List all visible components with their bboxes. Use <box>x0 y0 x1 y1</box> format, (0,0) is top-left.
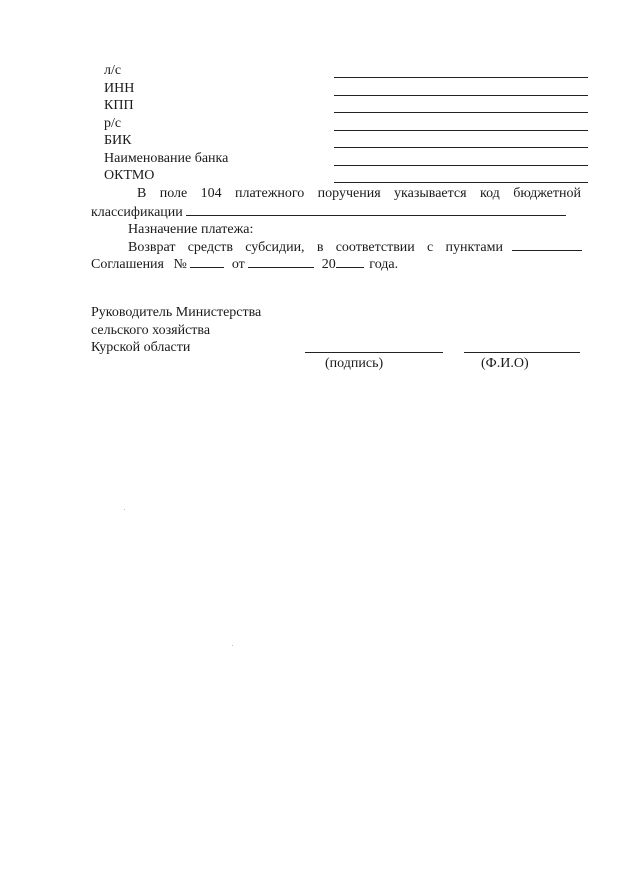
date-blank <box>248 255 314 268</box>
field-bik <box>104 132 588 150</box>
scan-speck <box>232 645 233 646</box>
field-bik-line <box>334 147 588 148</box>
points-blank <box>512 238 582 251</box>
field104-line1: В поле 104 платежного поручения указывается код бюджетной <box>137 186 581 201</box>
kbk-blank <box>186 203 566 216</box>
field-oktmo-label: ОКТМО <box>104 168 155 183</box>
field-inn <box>104 80 588 98</box>
field-rs-line <box>334 130 588 131</box>
signatory-line2: сельского хозяйства <box>91 323 211 338</box>
field-kpp-line <box>334 112 588 113</box>
scan-speck <box>124 509 125 510</box>
field-oktmo <box>104 167 588 185</box>
signatory-line1: Руководитель Министерства <box>91 305 262 320</box>
field-inn-label: ИНН <box>104 81 135 96</box>
field-inn-line <box>334 95 588 96</box>
field104-line2 <box>91 203 566 222</box>
name-caption: (Ф.И.О) <box>481 356 529 371</box>
field-ls-label: л/с <box>104 63 122 78</box>
field-oktmo-line <box>334 182 588 183</box>
year-prefix: 20 <box>321 257 336 272</box>
agreement-word: Соглашения <box>91 257 164 272</box>
purpose-heading: Назначение платежа: <box>128 222 254 237</box>
field104-prefix: классификации <box>91 205 183 220</box>
purpose-line1-text: Возврат средств субсидии, в соответствии с пунктами <box>128 240 503 255</box>
signature-line <box>305 351 443 353</box>
field-kpp-label: КПП <box>104 98 134 113</box>
purpose-line2 <box>91 255 398 274</box>
number-sign: № <box>173 257 187 272</box>
year-blank <box>336 255 364 268</box>
field-bank-name-label: Наименование банка <box>104 151 229 166</box>
year-suffix: года. <box>369 257 399 272</box>
agreement-number-blank <box>190 255 224 268</box>
field-rs <box>104 115 588 133</box>
field-ls <box>104 62 588 80</box>
field-bank-name-line <box>334 165 588 166</box>
field-ls-line <box>334 77 588 78</box>
field-bik-label: БИК <box>104 133 132 148</box>
field-rs-label: р/с <box>104 116 122 131</box>
field-kpp <box>104 97 588 115</box>
signature-caption: (подпись) <box>325 356 384 371</box>
signatory-line3: Курской области <box>91 340 191 355</box>
field-bank-name <box>104 150 588 168</box>
from-word: от <box>231 257 245 272</box>
name-line <box>464 351 580 353</box>
